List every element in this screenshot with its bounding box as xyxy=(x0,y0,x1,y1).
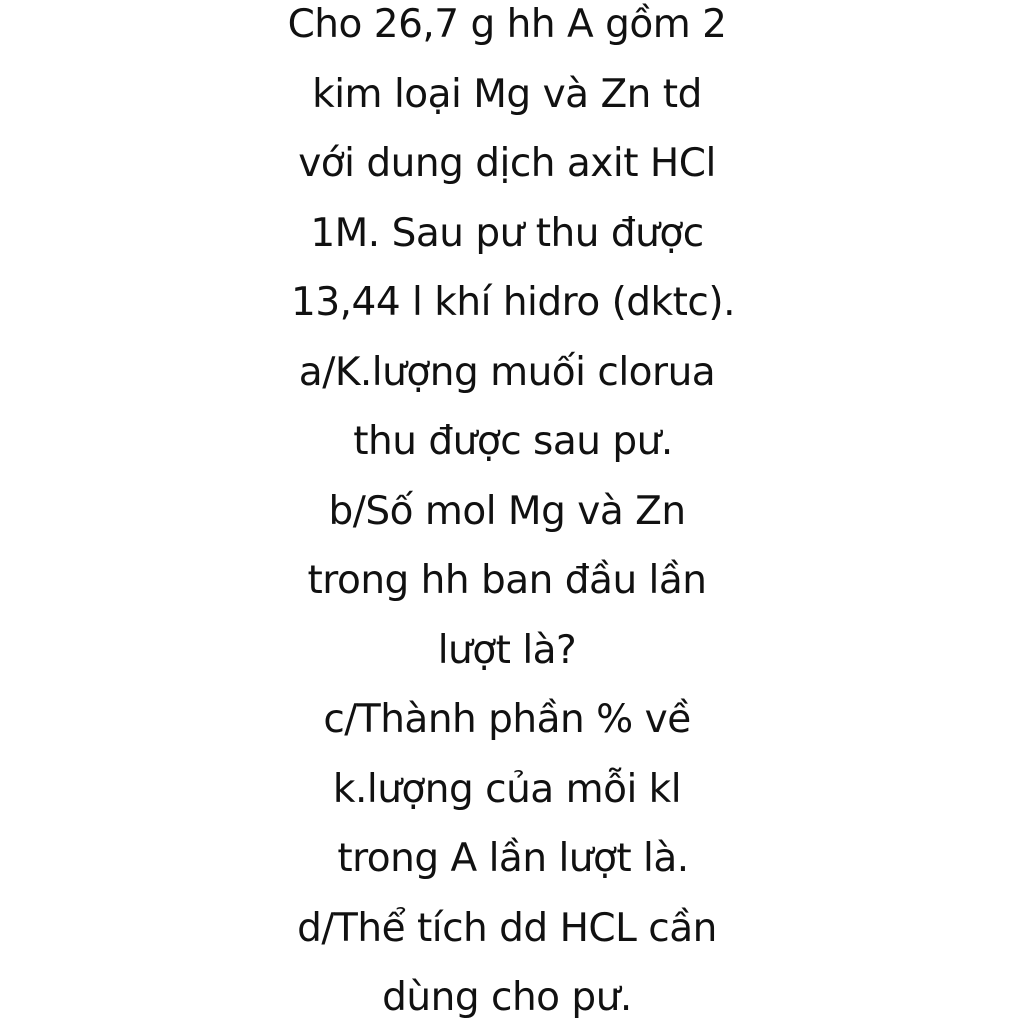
problem-line: c/Thành phần % về xyxy=(323,697,691,742)
problem-line: trong A lần lượt là. xyxy=(337,836,689,881)
problem-line: a/K.lượng muối clorua xyxy=(298,350,716,395)
problem-line: lượt là? xyxy=(437,628,577,673)
problem-line: 1M. Sau pư thu được xyxy=(310,211,704,256)
problem-line: b/Số mol Mg và Zn xyxy=(328,489,686,534)
problem-line: dùng cho pư. xyxy=(382,975,632,1020)
problem-line: k.lượng của mỗi kl xyxy=(332,767,682,812)
problem-line: d/Thể tích dd HCL cần xyxy=(297,906,717,951)
problem-line: với dung dịch axit HCl xyxy=(298,141,716,186)
problem-line: trong hh ban đầu lần xyxy=(307,558,707,603)
problem-line: 13,44 l khí hidro (dktc). xyxy=(291,280,735,325)
problem-line: thu được sau pư. xyxy=(353,419,673,464)
problem-line: kim loại Mg và Zn td xyxy=(312,72,702,117)
problem-line: Cho 26,7 g hh A gồm 2 xyxy=(287,2,727,47)
